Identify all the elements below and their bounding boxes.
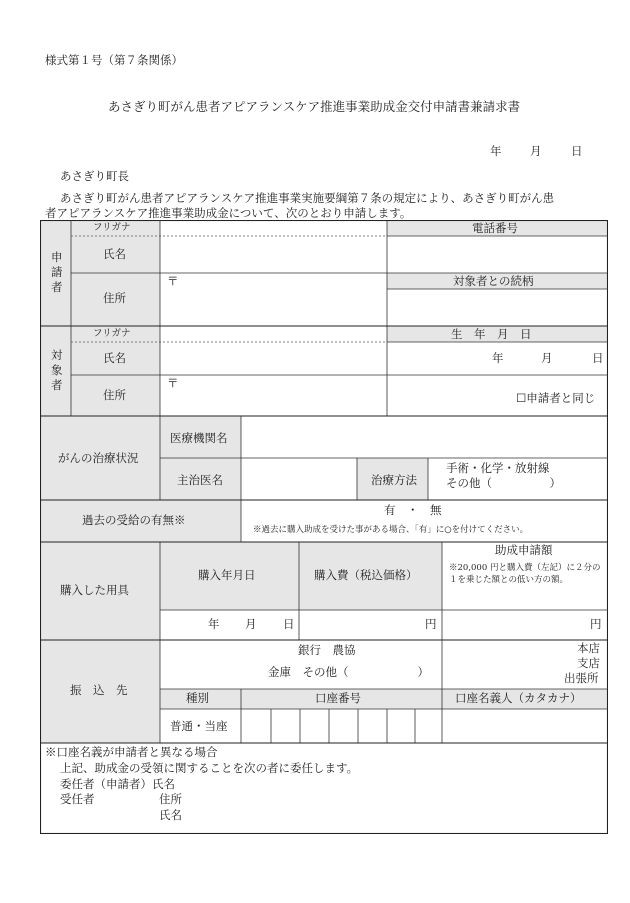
- date-day: 日: [571, 144, 583, 158]
- applicant-phone-label: 電話番号: [472, 221, 518, 235]
- purchase-cost-header: 購入費（税込価格）: [314, 568, 418, 582]
- same-as-applicant-checkbox[interactable]: ☐申請者と同じ: [516, 391, 596, 405]
- treatment-method-options-2: その他（ ）: [446, 476, 561, 490]
- account-type-options: 普通・当座: [170, 719, 228, 733]
- delegation-note: ※口座名義が申請者と異なる場合: [45, 745, 218, 759]
- subject-birthdate-label: 生 年 月 日: [451, 327, 532, 341]
- intro-line-2: 者アピアランスケア推進事業助成金について、次のとおり申請します。: [45, 206, 412, 220]
- application-form-table: [40, 220, 608, 834]
- purchase-cost-yen: 円: [425, 617, 437, 631]
- subsidy-yen: 円: [590, 617, 602, 631]
- purchase-year: 年: [208, 617, 220, 631]
- account-number-header: 口座番号: [315, 691, 361, 705]
- subject-furigana-label: フリガナ: [93, 328, 131, 339]
- subject-postal-mark: 〒: [167, 376, 179, 390]
- purchase-date-header: 購入年月日: [198, 568, 256, 582]
- purchase-month: 月: [245, 617, 257, 631]
- date-month: 月: [530, 144, 542, 158]
- addressee: あさぎり町長: [60, 169, 129, 183]
- applicant-relationship-label: 対象者との続柄: [453, 274, 534, 288]
- transfer-destination-label: 振 込 先: [70, 683, 128, 697]
- applicant-name-label: 氏名: [103, 247, 126, 261]
- subsidy-header: 助成申請額: [495, 543, 553, 557]
- delegatee-label: 受任者: [60, 792, 95, 806]
- intro-line-1: あさぎり町がん患者アピアランスケア推進事業実施要綱第７条の規定により、あさぎり町がん患: [60, 191, 555, 205]
- form-number: 様式第１号（第７条関係）: [45, 53, 183, 67]
- branch-label: 支店: [577, 656, 600, 670]
- subject-section-label: 対 象 者: [51, 348, 63, 392]
- bank-type-options: 銀行 農協: [298, 643, 356, 657]
- treatment-status-label: がんの治療状況: [58, 451, 139, 465]
- subject-name-label: 氏名: [103, 351, 126, 365]
- medical-institution-label: 医療機関名: [170, 431, 228, 445]
- subject-birth-year: 年: [492, 351, 504, 365]
- applicant-furigana-label: フリガナ: [93, 222, 131, 233]
- date-year: 年: [490, 144, 502, 158]
- past-receipt-note: ※過去に購入助成を受けた事がある場合、「有」に○を付けてください。: [253, 525, 529, 535]
- applicant-postal-mark: 〒: [167, 274, 179, 288]
- subsidy-note: ※20,000 円と購入費（左記）に２分の１を乗じた額との低い方の額。: [449, 563, 601, 586]
- purchased-item-label: 購入した用具: [60, 583, 129, 597]
- delegatee-address-label: 住所: [159, 792, 182, 806]
- bank-other-options: 金庫 その他（ ）: [268, 665, 429, 679]
- head-office-label: 本店: [577, 641, 600, 655]
- applicant-section-label: 申 請 者: [51, 250, 63, 294]
- account-holder-header: 口座名義人（カタカナ）: [455, 691, 582, 705]
- form-title: あさぎり町がん患者アピアランスケア推進事業助成金交付申請書兼請求書: [108, 99, 521, 114]
- attending-doctor-label: 主治医名: [177, 473, 223, 487]
- account-type-header: 種別: [186, 691, 209, 705]
- subject-birth-month: 月: [541, 351, 553, 365]
- past-receipt-label: 過去の受給の有無※: [82, 513, 186, 527]
- subject-address-label: 住所: [103, 388, 126, 402]
- purchase-day: 日: [283, 617, 295, 631]
- applicant-address-label: 住所: [103, 291, 126, 305]
- treatment-method-options-1: 手術・化学・放射線: [446, 461, 550, 475]
- subject-birth-day: 日: [592, 351, 604, 365]
- past-receipt-options: 有 ・ 無: [384, 503, 442, 517]
- delegation-statement: 上記、助成金の受領に関することを次の者に委任します。: [60, 761, 359, 775]
- sub-branch-label: 出張所: [564, 671, 599, 685]
- delegatee-name-label: 氏名: [159, 808, 182, 822]
- delegator-label: 委任者（申請者）氏名: [60, 777, 175, 791]
- treatment-method-label: 治療方法: [371, 473, 417, 487]
